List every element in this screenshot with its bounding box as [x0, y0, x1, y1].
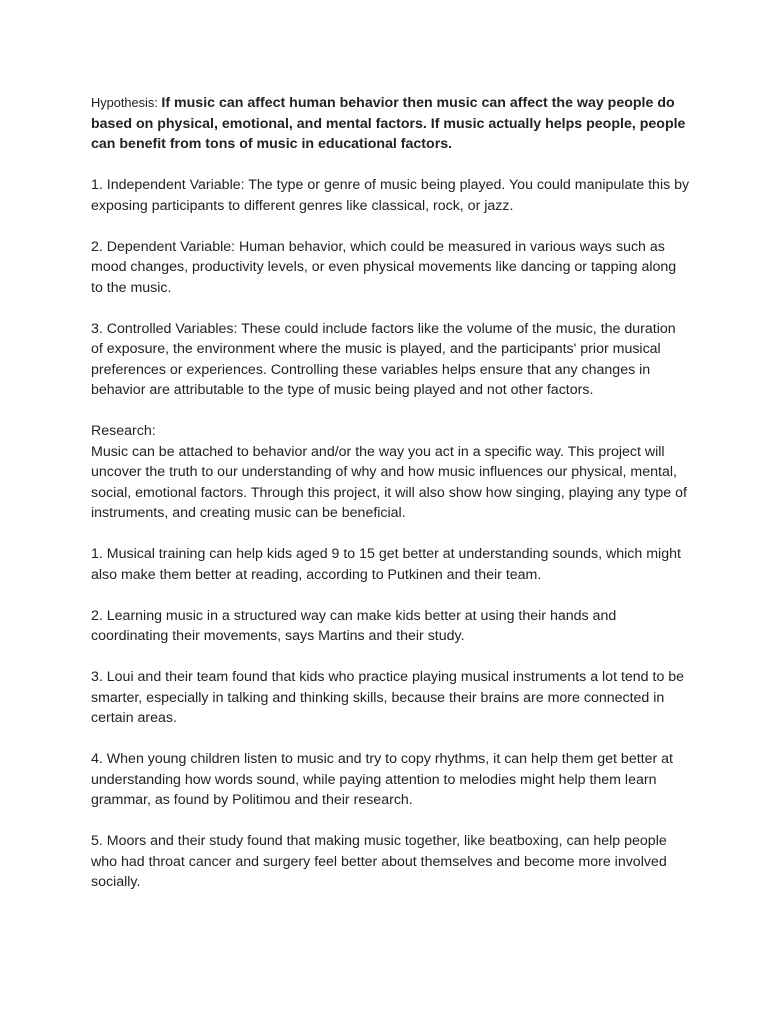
research-finding-4: 4. When young children listen to music and try to copy rhythms, it can help them get better at understanding how words sound, while paying attention to melodies might help them learn grammar, as found by Politimou and their research.	[91, 751, 673, 808]
hypothesis-paragraph	[91, 93, 691, 155]
research-finding-1: 1. Musical training can help kids aged 9 to 15 get better at understanding sounds, which might also make them better at reading, according to Putkinen and their team.	[91, 546, 681, 583]
hypothesis-text: If music can affect human behavior then music can affect the way people do based on physical, emotional, and mental factors. If music actually helps people, people can benefit from tons of music in educational factors.	[91, 95, 686, 152]
research-intro: Music can be attached to behavior and/or the way you act in a specific way. This project will uncover the truth to our understanding of why and how music influences our physical, mental, social, emotional factors. Through this project, it will also show how singing, playing any type of instruments, and creating music can be beneficial.	[91, 443, 687, 521]
research-finding-5: 5. Moors and their study found that making music together, like beatboxing, can help people who had throat cancer and surgery feel better about themselves and become more involved socially.	[91, 833, 667, 890]
dependent-variable-paragraph: 2. Dependent Variable: Human behavior, which could be measured in various ways such as mood changes, productivity levels, or even physical movements like dancing or tapping along to the music.	[91, 238, 677, 296]
research-heading: Research:	[91, 423, 156, 439]
research-section	[91, 421, 691, 524]
document-body	[91, 93, 691, 913]
research-finding-2: 2. Learning music in a structured way can make kids better at using their hands and coordinating their movements, says Martins and their study.	[91, 607, 617, 644]
controlled-variables-paragraph: 3. Controlled Variables: These could include factors like the volume of the music, the duration of exposure, the environment where the music is played, and the participants' prior musical preferences or experiences. Controlling these variables helps ensure that any changes in behavior are attributable to the type of music being played and not other factors.	[91, 320, 676, 398]
research-finding-3: 3. Loui and their team found that kids who practice playing musical instruments a lot tend to be smarter, especially in talking and thinking skills, because their brains are more connected in certain areas.	[91, 669, 685, 726]
independent-variable-paragraph: 1. Independent Variable: The type or genre of music being played. You could manipulate this by exposing participants to different genres like classical, rock, or jazz.	[91, 177, 690, 214]
hypothesis-label: Hypothesis:	[91, 95, 162, 110]
